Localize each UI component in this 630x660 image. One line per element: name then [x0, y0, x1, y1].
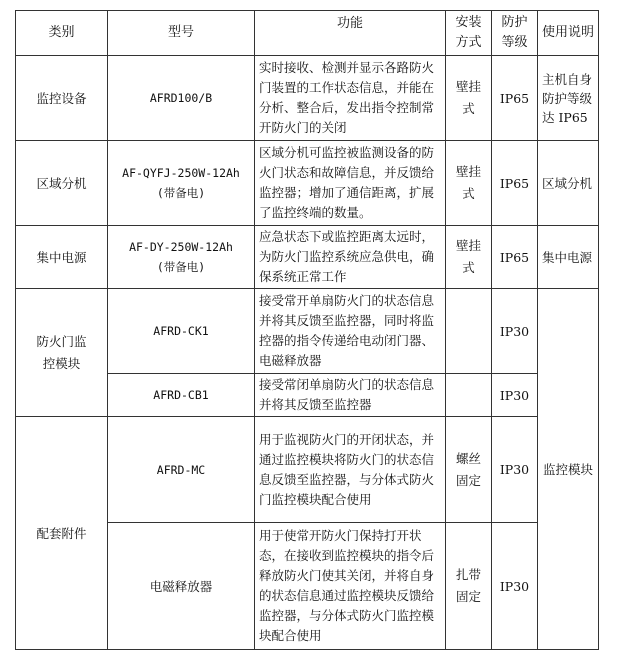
ck1-model: AFRD-CK1 — [108, 289, 255, 374]
mc-function: 用于监视防火门的开闭状态，并通过监控模块将防火门的状态信息反馈至监控器，与分体式防火门监控模块配合使用 — [255, 417, 446, 523]
module-usage: 监控模块 — [538, 289, 599, 650]
cb1-model: AFRD-CB1 — [108, 374, 255, 417]
ck1-function: 接受常开单扇防火门的状态信息并将其反馈至监控器，同时将监控器的指令传递给电动闭门器、电磁释放器 — [255, 289, 446, 374]
header-install-method — [446, 11, 492, 56]
area-install — [446, 141, 492, 226]
cb1-function: 接受常闭单扇防火门的状态信息并将其反馈至监控器 — [255, 374, 446, 417]
product-spec-table — [15, 10, 599, 650]
release-install — [446, 523, 492, 650]
power-usage: 集中电源 — [538, 226, 599, 289]
power-install-line2: 式 — [462, 260, 475, 275]
cb1-protection: IP30 — [492, 374, 538, 417]
area-function: 区域分机可监控被监测设备的防火门状态和故障信息，并反馈给监控器；增加了通信距离，扩展了监控终端的数量。 — [255, 141, 446, 226]
table-row-module-ck1 — [16, 289, 599, 374]
power-protection: IP65 — [492, 226, 538, 289]
header-protect-line2: 等级 — [501, 35, 528, 50]
monitor-install — [446, 56, 492, 141]
power-category: 集中电源 — [16, 226, 108, 289]
header-function: 功能 — [255, 11, 446, 56]
power-model-line1: AF-DY-250W-12Ah — [129, 240, 233, 254]
release-model: 电磁释放器 — [108, 523, 255, 650]
power-model-line2: (带备电) — [156, 260, 206, 274]
area-install-line1: 壁挂 — [455, 164, 481, 179]
release-protection: IP30 — [492, 523, 538, 650]
header-category: 类别 — [16, 11, 108, 56]
mc-install-line1: 螺丝 — [455, 450, 481, 466]
area-model — [108, 141, 255, 226]
table-row-area-unit — [16, 141, 599, 226]
area-install-line2: 式 — [462, 186, 475, 201]
ck1-install — [446, 289, 492, 374]
power-function: 应急状态下或监控距离太远时，为防火门监控系统应急供电，确保系统正常工作 — [255, 226, 446, 289]
table-row-monitor — [16, 56, 599, 141]
power-install-line1: 壁挂 — [455, 238, 481, 253]
monitor-usage: 主机自身防护等级达 IP65 — [538, 56, 599, 141]
header-protection-level — [492, 11, 538, 56]
header-install-line1: 安装 — [455, 15, 482, 30]
mc-install-line2: 固定 — [455, 472, 481, 488]
area-model-line2: (带备电) — [156, 186, 206, 200]
module-category-line2: 控模块 — [42, 355, 81, 371]
power-model — [108, 226, 255, 289]
module-category-line1: 防火门监 — [36, 333, 87, 349]
release-function: 用于使常开防火门保持打开状态，在接收到监控模块的指令后释放防火门使其关闭，并将自身的状态信息通过监控模块反馈给监控器，与分体式防火门监控模块配合使用 — [255, 523, 446, 650]
area-usage: 区域分机 — [538, 141, 599, 226]
cb1-install — [446, 374, 492, 417]
header-row — [16, 11, 599, 56]
mc-model: AFRD-MC — [108, 417, 255, 523]
power-install — [446, 226, 492, 289]
release-install-line1: 扎带 — [455, 567, 481, 582]
area-model-line1: AF-QYFJ-250W-12Ah — [122, 166, 240, 180]
area-category: 区域分机 — [16, 141, 108, 226]
header-usage: 使用说明 — [538, 11, 599, 56]
monitor-install-line1: 壁挂 — [455, 79, 481, 94]
mc-install — [446, 417, 492, 523]
module-category — [16, 289, 108, 417]
table-row-power — [16, 226, 599, 289]
header-protect-line1: 防护 — [501, 15, 528, 30]
ck1-protection: IP30 — [492, 289, 538, 374]
release-install-line2: 固定 — [455, 589, 481, 604]
monitor-model: AFRD100/B — [108, 56, 255, 141]
table-row-accessory-mc — [16, 417, 599, 523]
accessory-category: 配套附件 — [16, 417, 108, 650]
monitor-function: 实时接收、检测并显示各路防火门装置的工作状态信息，并能在分析、整合后，发出指令控制常开防火门的关闭 — [255, 56, 446, 141]
header-model: 型号 — [108, 11, 255, 56]
monitor-install-line2: 式 — [462, 101, 475, 116]
header-install-line2: 方式 — [455, 35, 482, 50]
monitor-category: 监控设备 — [16, 56, 108, 141]
area-protection: IP65 — [492, 141, 538, 226]
monitor-protection: IP65 — [492, 56, 538, 141]
mc-protection: IP30 — [492, 417, 538, 523]
